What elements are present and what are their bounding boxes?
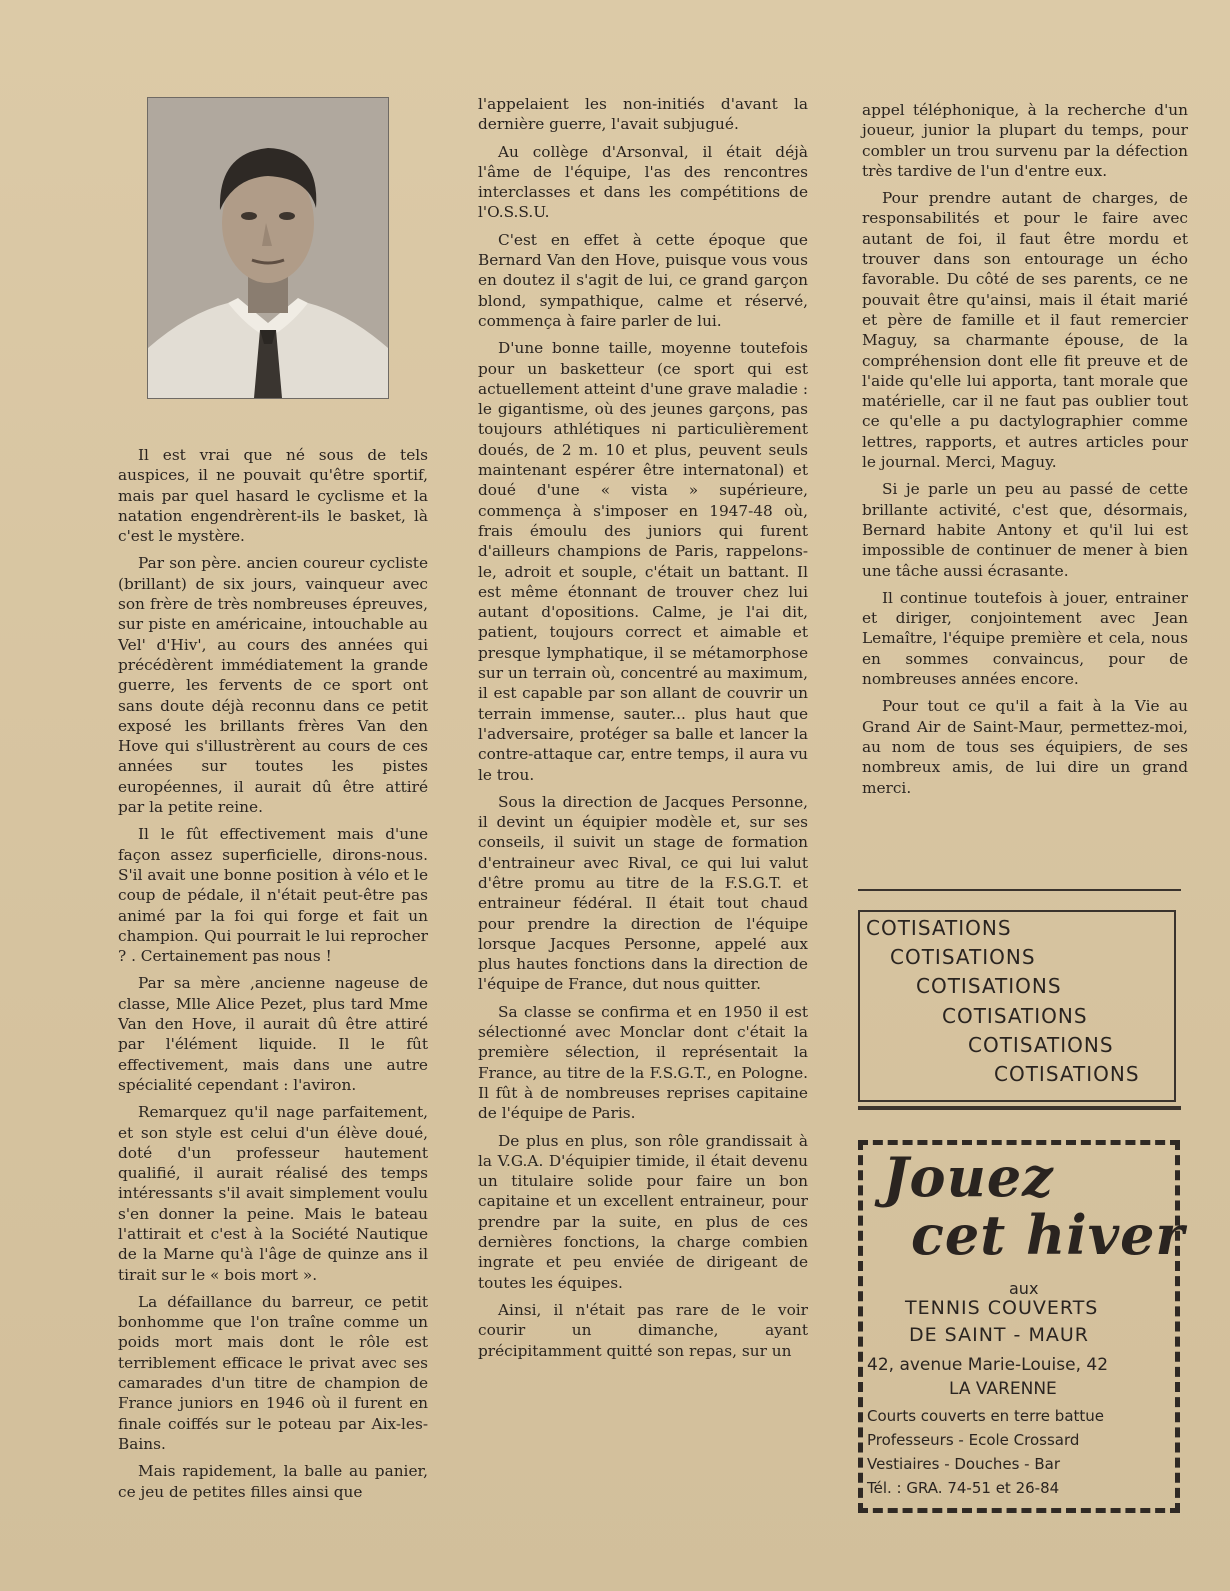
ad-venue: TENNIS COUVERTS — [905, 1297, 1099, 1319]
paragraph: Par sa mère ,ancienne nageuse de classe, Mlle Alice Pezet, plus tard Mme Van den Hove, il aurait dû être attiré par l'élément liquide. Il le fût effectivement, mais dans une autre spécialité cependant : l'aviron. — [118, 974, 428, 1094]
ad-phone: Tél. : GRA. 74-51 et 26-84 — [867, 1479, 1060, 1497]
portrait-photo — [147, 97, 389, 399]
ad-venue: DE SAINT - MAUR — [909, 1324, 1089, 1346]
paragraph: La défaillance du barreur, ce petit bonhomme que l'on traîne comme un poids mort mais dont le rôle est terriblement efficace le privat avec ses camarades d'un titre de champion de France juniors en 1946 où il furent en finale coiffés sur le poteau par Aix-les-Bains. — [118, 1292, 428, 1453]
paragraph: Si je parle un peu au passé de cette brillante activité, c'est que, désormais, Bernard habite Antony et qu'il lui est impossible de continuer de mener à bien une tâche aussi écrasante. — [862, 480, 1188, 580]
paragraph: Il continue toutefois à jouer, entrainer et diriger, conjointement avec Jean Lemaître, l'équipe première et cela, nous en sommes convaincus, pour de nombreuses années encore. — [862, 588, 1188, 689]
cotisations-line: COTISATIONS — [890, 945, 1036, 969]
cotisations-line: COTISATIONS — [916, 974, 1062, 998]
cotisations-notice — [858, 910, 1176, 1102]
divider — [858, 889, 1181, 891]
article-column-1 — [118, 445, 428, 1509]
ad-headline: Jouez — [883, 1145, 1054, 1209]
cotisations-line: COTISATIONS — [968, 1033, 1114, 1057]
paragraph: Pour tout ce qu'il a fait à la Vie au Grand Air de Saint-Maur, permettez-moi, au nom de tous ses équipiers, de ses nombreux amis, de lui dire un grand merci. — [862, 697, 1188, 797]
ad-feature: Vestiaires - Douches - Bar — [867, 1455, 1061, 1473]
ad-feature: Courts couverts en terre battue — [867, 1407, 1105, 1425]
divider — [858, 1106, 1181, 1110]
tennis-advertisement — [858, 1140, 1185, 1513]
ad-text: aux — [1009, 1279, 1039, 1298]
cotisations-line: COTISATIONS — [866, 916, 1012, 940]
paragraph: Sa classe se confirma et en 1950 il est sélectionné avec Monclar dont c'était la première sélection, il représentait la France, au titre de la F.S.G.T., en Pologne. Il fût à de nombreuses reprises capitaine de l'équipe de Paris. — [478, 1002, 808, 1123]
portrait-image — [148, 98, 388, 398]
cotisations-line: COTISATIONS — [994, 1062, 1140, 1086]
paragraph: Par son père. ancien coureur cycliste (brillant) de six jours, vainqueur avec son frère de très nombreuses épreuves, sur piste en américaine, intouchable au Vel' d'Hiv', au cours des années qui précédèrent immédiatement la grande guerre, les fervents de ce sport ont sans doute déjà reconnu dans ce petit exposé les brillants frères Van den Hove qui s'illustrèrent au cours de ces années sur toutes les pistes européennes, il aurait dû être attiré par la petite reine. — [118, 554, 428, 817]
paragraph: Ainsi, il n'était pas rare de le voir courir un dimanche, ayant précipitamment quitté son repas, sur un — [478, 1300, 808, 1360]
paragraph: appel téléphonique, à la recherche d'un joueur, junior la plupart du temps, pour combler un trou survenu par la défection très tardive de l'un d'entre eux. — [862, 101, 1188, 180]
ad-address: 42, avenue Marie-Louise, 42 — [867, 1355, 1109, 1375]
ad-town: LA VARENNE — [949, 1379, 1057, 1399]
ad-headline: cet hiver — [911, 1203, 1185, 1267]
article-column-2 — [478, 94, 808, 1368]
paragraph: Mais rapidement, la balle au panier, ce jeu de petites filles ainsi que — [118, 1462, 428, 1501]
ad-feature: Professeurs - Ecole Crossard — [867, 1431, 1080, 1449]
paragraph: Il est vrai que né sous de tels auspices, il ne pouvait qu'être sportif, mais par quel hasard le cyclisme et la natation engendrèrent-ils le basket, là c'est le mystère. — [118, 446, 428, 546]
paragraph: C'est en effet à cette époque que Bernard Van den Hove, puisque vous vous en doutez il s'agit de lui, ce grand garçon blond, sympathique, calme et réservé, commença à faire parler de lui. — [478, 230, 808, 330]
cotisations-line: COTISATIONS — [942, 1004, 1088, 1028]
paragraph: Sous la direction de Jacques Personne, il devint un équipier modèle et, sur ses conseils, il suivit un stage de formation d'entraineur avec Rival, ce qui lui valut d'être promu au titre de la F.S.G.T. et entraineur fédéral. Il était tout chaud pour prendre la direction de l'équipe lorsque Jacques Personne, appelé aux plus hautes fonctions dans la direction de l'équipe de France, dut nous quitter. — [478, 792, 808, 994]
paragraph: Remarquez qu'il nage parfaitement, et son style est celui d'un élève doué, doté d'un professeur hautement qualifié, il aurait réalisé des temps intéressants s'il avait simplement voulu s'en donner la peine. Mais le bateau l'attirait et c'est à la Société Nautique de la Marne qu'à l'âge de quinze ans il tirait sur le « bois mort ». — [118, 1103, 428, 1284]
article-column-3 — [862, 100, 1188, 805]
paragraph: D'une bonne taille, moyenne toutefois pour un basketteur (ce sport qui est actuellement atteint d'une grave maladie : le gigantisme, où des jeunes garçons, pas toujours athlétiques ni particulièrement doués, de 2 m. 10 et plus, peuvent seuls maintenant espérer être internatonal) et doué d'une « vista » supérieure, commença à s'imposer en 1947-48 où, frais émoulu des juniors qui furent d'ailleurs champions de Paris, rappelons-le, adroit et souple, c'était un battant. Il est même étonnant de trouver chez lui autant d'opositions. Calme, je l'ai dit, patient, toujours correct et aimable et presque lymphatique, il se métamorphose sur un terrain où, concentré au maximum, il est capable par son allant de couvrir un terrain immense, sauter... plus haut que l'adversaire, protéger sa balle et lancer la contre-attaque car, entre temps, il aura vu le trou. — [478, 339, 809, 784]
paragraph: Il le fût effectivement mais d'une façon assez superficielle, dirons-nous. S'il avait une bonne position à vélo et le coup de pédale, il n'était peut-être pas animé par la foi qui forge et fait un champion. Qui pourrait le lui reprocher ? . Certainement pas nous ! — [118, 825, 428, 966]
paragraph: Au collège d'Arsonval, il était déjà l'âme de l'équipe, l'as des rencontres interclasses et dans les compétitions de l'O.S.S.U. — [478, 142, 808, 222]
paragraph: Pour prendre autant de charges, de responsabilités et pour le faire avec autant de foi, il faut être mordu et trouver dans son entourage un écho favorable. Du côté de ses parents, ce ne pouvait être qu'ainsi, mais il était marié et père de famille et il faut remercier Maguy, sa charmante épouse, de la compréhension dont elle fit preuve et de l'aide qu'elle lui apporta, tant morale que matérielle, car il ne faut pas oublier tout ce qu'elle a pu dactylographier comme lettres, rapports, et autres articles pour le journal. Merci, Maguy. — [862, 189, 1188, 472]
paragraph: l'appelaient les non-initiés d'avant la dernière guerre, l'avait subjugué. — [478, 95, 808, 134]
paragraph: De plus en plus, son rôle grandissait à la V.G.A. D'équipier timide, il était devenu un titulaire solide pour faire un bon capitaine et un excellent entraineur, pour prendre par la suite, en plus de ces dernières fonctions, la charge combien ingrate et peu enviée de dirigeant de toutes les équipes. — [478, 1131, 808, 1292]
